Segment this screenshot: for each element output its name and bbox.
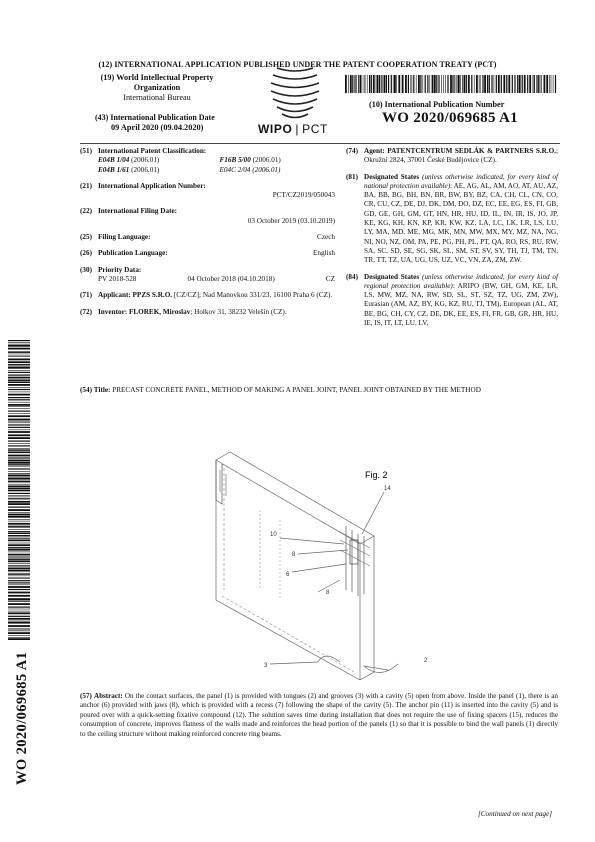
barcode-bar [8, 529, 30, 530]
barcode-bar [356, 75, 357, 93]
barcode-bar [8, 544, 30, 546]
barcode-bar [494, 75, 495, 93]
barcode-bar [544, 75, 546, 93]
barcode-bar [8, 516, 30, 518]
section-72: (72) Inventor: FLOREK, Miroslav; Holkov 31, 38232 Velešín (CZ). [80, 307, 287, 316]
barcode-bar [8, 427, 30, 428]
barcode-bar [8, 424, 30, 425]
section-51 [80, 147, 335, 175]
org-sub: International Bureau [123, 93, 191, 102]
barcode-bar [533, 75, 534, 93]
barcode-bar [8, 585, 30, 586]
barcode-bar [418, 75, 420, 93]
barcode-bar [8, 533, 30, 534]
barcode-bar [384, 75, 386, 93]
barcode-bar [8, 455, 30, 457]
barcode-bar [8, 488, 30, 489]
barcode-bar [8, 344, 30, 345]
ipc-class: E04C 2/04 (2006.01) [219, 165, 281, 174]
barcode-bar [8, 558, 30, 559]
barcode-bar [8, 364, 30, 365]
barcode-bar [8, 399, 30, 400]
barcode-bar [483, 75, 484, 93]
barcode-bar [8, 582, 30, 583]
barcode-bar [8, 473, 30, 474]
pub-date: 09 April 2020 (09.04.2020) [111, 123, 204, 132]
barcode-bar [8, 475, 30, 476]
barcode-bar [8, 592, 30, 594]
barcode-bar [365, 75, 366, 93]
publication-type-line: (12) INTERNATIONAL APPLICATION PUBLISHED UNDER THE PATENT COOPERATION TREATY (PCT) [98, 60, 497, 69]
barcode-bar [8, 419, 30, 421]
barcode-bar [8, 486, 30, 488]
barcode-bar [8, 609, 30, 610]
barcode-bar [430, 75, 431, 93]
figure-caption: Fig. 2 [365, 470, 388, 480]
side-pub-number: WO 2020/069685 A1 [14, 651, 30, 785]
barcode-bar [354, 75, 355, 93]
barcode-bar [458, 75, 460, 93]
section-22: (22) International Filing Date: 03 October 2019 (03.10.2019) [80, 207, 335, 225]
barcode-bar [425, 75, 426, 93]
ref-label: 10 [270, 532, 277, 538]
barcode-bar [8, 421, 30, 422]
barcode-bar [527, 75, 528, 93]
barcode-bar [8, 406, 30, 407]
barcode-bar [8, 501, 30, 503]
barcode-bar [8, 340, 30, 341]
barcode-bar [8, 361, 30, 363]
ref-label: 8 [292, 552, 296, 558]
ipc-class: F16B 5/00 (2006.01) [219, 156, 281, 165]
barcode-bar [457, 75, 458, 93]
barcode-bar [8, 411, 30, 412]
section-81: (81) Designated States (unless otherwise indicated, for every kind of national protection available): AE, AG, AL, AM, AO, AT, AU, AZ, BA, BB, BG, BH, BN, BR, BW, BY, BZ, CA, CH, CL, CN, CO, CR, CU, CZ, DE, DJ, DK, DM, DO, DZ, EC, EE, EG, ES, FI, GB, GD, GE, GH, GM, GT, HN, HR, HU, ID, IL, IN, IR, IS, JO, JP, KE, KG, KH, KN, KP, KR, KW, KZ, LA, LC, LK, LR, LS, LU, LY, MA, MD, ME, MG, MK, MN, MW, MX, MY, MZ, NA, NG, NI, NO, NZ, OM, PA, PE, PG, PH, PL, PT, QA, RO, RS, RU, RW, SA, SC, SD, SE, SG, SK, SL, SM, ST, SV, SY, TH, TJ, TM, TN, TR, TT, TZ, UA, UG, US, UZ, VC, VN, ZA, ZM, ZW. [346, 172, 558, 265]
barcode-bar [8, 580, 30, 581]
barcode-bar [529, 75, 531, 93]
barcode-bar [8, 345, 30, 347]
section-30: (30) Priority Data: PV 2018-528 04 October 2018 (04.10.2018) CZ [80, 265, 335, 283]
barcode-bar [8, 348, 30, 350]
barcode-bar [381, 75, 382, 93]
bibliographic-right-column [346, 147, 558, 335]
barcode-bar [491, 75, 492, 93]
barcode-bar [8, 460, 30, 462]
barcode-bar [454, 75, 455, 93]
barcode-bar [8, 621, 30, 622]
barcode-bar [8, 366, 30, 367]
barcode-bar [555, 75, 556, 93]
barcode-bar [8, 394, 30, 396]
org-name-1: World Intellectual Property [116, 73, 214, 82]
barcode-bar [480, 75, 481, 93]
barcode-bar [8, 635, 30, 636]
barcode-bar [8, 578, 30, 579]
barcode-bar [8, 367, 30, 369]
barcode-bar [8, 423, 30, 424]
barcode-bar [8, 481, 30, 483]
barcode-bar [8, 441, 30, 442]
title-section: (54) Title: PRECAST CONCRETE PANEL, METHOD OF MAKING A PANEL JOINT, PANEL JOINT OBTAINED BY THE METHOD [80, 386, 481, 394]
barcode-bar [8, 408, 30, 409]
barcode-bar [398, 75, 400, 93]
barcode-bar [438, 75, 439, 93]
invention-title: PRECAST CONCRETE PANEL, METHOD OF MAKING A PANEL JOINT, PANEL JOINT OBTAINED BY THE METHOD [112, 386, 481, 394]
barcode-bar [8, 457, 30, 458]
barcode-bar [8, 557, 30, 558]
wipo-wordmark: WIPO [258, 122, 293, 136]
filing-date: 03 October 2019 (03.10.2019) [247, 216, 335, 225]
barcode-bar [456, 75, 457, 93]
barcode-bar [8, 563, 30, 564]
barcode-bar [8, 574, 30, 575]
barcode-bar [8, 637, 30, 638]
barcode-bar [503, 75, 505, 93]
ref-label: 2 [424, 658, 428, 664]
barcode-bar [388, 75, 389, 93]
organization-block [92, 73, 222, 103]
barcode-bar [8, 448, 30, 449]
barcode-bar [8, 356, 30, 357]
section-number: (51) [80, 147, 92, 155]
barcode-bar [8, 560, 30, 562]
barcode-bar [411, 75, 412, 93]
barcode-bar [402, 75, 404, 93]
pub-number-label: (10) International Publication Number [369, 100, 505, 109]
continued-note: [Continued on next page] [477, 810, 552, 818]
patent-drawing [150, 440, 480, 680]
bibliographic-left-column [80, 147, 335, 324]
abstract-text: On the contact surfaces, the panel (1) is provided with tongues (2) and grooves (3) with a cavity (5) open from above. Inside the panel (1), there is an anchor (6) provided with jaws (8), which is provided with a recess (7) following the shape of the cavity (5). The anchor pin (11) is inserted into the cavity (5) and is poured over with a quick-setting fixative compound (12). The solution saves time during installation that does not require the use of fixing spacers (15), reduces the consumption of concrete, improves flatness of the walls made and reinforces the head portion of the panels (1) so that it is possible to bind the wall panels (1) directly to the ceiling structure without making reinforced concrete ring beams. [80, 692, 558, 738]
barcode-bar [8, 430, 30, 431]
barcode-bar [8, 377, 30, 379]
barcode-bar [8, 469, 30, 470]
barcode-bar [512, 75, 513, 93]
barcode-bar [479, 75, 480, 93]
section-71: (71) Applicant: PPZS S.R.O. [CZ/CZ]; Nad Manovkou 331/23, 16100 Praha 6 (CZ). [80, 291, 333, 300]
barcode-bar [8, 595, 30, 597]
abstract-section: (57) Abstract: On the contact surfaces, the panel (1) is provided with tongues (2) and grooves (3) with a cavity (5) open from above. Inside the panel (1), there is an anchor (6) provided with jaws (8), which is provided with a recess (7) following the shape of the cavity (5). The anchor pin (11) is inserted into the cavity (5) and is poured over with a quick-setting fixative compound (12). The solution saves time during installation that does not require the use of fixing spacers (15), reduces the consumption of concrete, improves flatness of the walls made and reinforces the head portion of the panels (1) so that it is possible to bind the wall panels (1) directly to the ceiling structure without making reinforced concrete ring beams. [80, 692, 558, 738]
barcode-bar [551, 75, 552, 93]
barcode-bar [360, 75, 361, 93]
barcode-bar [8, 514, 30, 516]
barcode-bar [496, 75, 497, 93]
barcode-bar [8, 355, 30, 356]
barcode-bar [8, 498, 30, 499]
barcode-bar [8, 342, 30, 343]
barcode-bar [489, 75, 490, 93]
barcode-bar [8, 434, 30, 436]
barcode-bar [443, 75, 444, 93]
ipc-label: International Patent Classification: [98, 147, 207, 155]
pub-date-label: (43) International Publication Date [95, 113, 215, 122]
barcode-bar [8, 468, 30, 469]
barcode-bar [362, 75, 363, 93]
section-74: (74) Agent: PATENTCENTRUM SEDLÁK & PARTNERS S.R.O.; Okružní 2824, 37001 České Budějovice (CZ). [346, 147, 558, 165]
barcode-bar [8, 449, 30, 450]
section-21: (21) International Application Number: PCT/CZ2019/050043 [80, 181, 335, 200]
barcode-bar [8, 521, 30, 522]
barcode-bar [8, 495, 30, 496]
barcode-bar [466, 75, 467, 93]
barcode-bar [536, 75, 537, 93]
barcode-bar [8, 490, 30, 492]
barcode-bar [379, 75, 381, 93]
barcode-bar [416, 75, 417, 93]
barcode-bar [8, 598, 30, 600]
barcode-bar [538, 75, 539, 93]
top-barcode [345, 75, 557, 93]
barcode-bar [8, 603, 30, 605]
barcode-bar [8, 415, 30, 417]
barcode-bar [8, 404, 30, 406]
barcode-bar [393, 75, 394, 93]
ipc-class: E04B 1/61 (2006.01) [98, 165, 160, 174]
barcode-bar [8, 370, 30, 371]
barcode-bar [8, 630, 30, 631]
barcode-bar [522, 75, 523, 93]
barcode-bar [541, 75, 542, 93]
barcode-bar [8, 359, 30, 361]
barcode-bar [8, 577, 30, 578]
barcode-bar [369, 75, 370, 93]
inventor-name: FLOREK, Miroslav [128, 307, 191, 316]
org-code: (19) [100, 73, 115, 82]
barcode-bar [367, 75, 368, 93]
barcode-bar [8, 540, 30, 541]
barcode-bar [386, 75, 387, 93]
barcode-bar [8, 431, 30, 433]
barcode-bar [436, 75, 437, 93]
barcode-bar [8, 565, 30, 566]
barcode-bar [8, 523, 30, 525]
barcode-bar [8, 443, 30, 444]
barcode-bar [423, 75, 424, 93]
barcode-bar [8, 389, 30, 390]
barcode-bar [8, 611, 30, 612]
barcode-bar [8, 464, 30, 465]
barcode-bar [8, 570, 30, 571]
ref-label: 3 [264, 663, 268, 669]
barcode-bar [8, 622, 30, 624]
barcode-bar [427, 75, 428, 93]
barcode-bar [474, 75, 475, 93]
barcode-bar [8, 413, 30, 414]
barcode-bar [396, 75, 397, 93]
barcode-bar [408, 75, 409, 93]
barcode-bar [553, 75, 554, 93]
barcode-bar [8, 568, 30, 570]
barcode-bar [8, 625, 30, 627]
barcode-bar [517, 75, 518, 93]
barcode-bar [8, 503, 30, 505]
barcode-bar [8, 638, 30, 640]
barcode-bar [498, 75, 500, 93]
barcode-bar [412, 75, 413, 93]
barcode-bar [8, 425, 30, 426]
section-84: (84) Designated States (unless otherwise indicated, for every kind of regional protection available): ARIPO (BW, GH, GM, KE, LR, LS, MW, MZ, NA, RW, SD, SL, ST, SZ, TZ, UG, ZM, ZW), Eurasian (AM, AZ, BY, KG, KZ, RU, TJ, TM), European (AL, AT, BE, BG, CH, CY, CZ, DE, DK, EE, ES, FI, FR, GB, GR, HR, HU, IE, IS, IT, LT, LU, LV, [346, 272, 558, 328]
barcode-bar [8, 607, 30, 608]
barcode-bar [506, 75, 507, 93]
barcode-bar [8, 549, 30, 551]
ipc-class: E04B 1/04 (2006.01) [98, 156, 160, 165]
barcode-bar [508, 75, 510, 93]
barcode-bar [373, 75, 375, 93]
pub-number: WO 2020/069685 A1 [382, 110, 518, 126]
regional-states: : ARIPO (BW, GH, GM, KE, LR, LS, MW, MZ, NA, RW, SD, SL, ST, SZ, TZ, UG, ZM, ZW), Eurasian (AM, AZ, BY, KG, KZ, RU, TJ, TM), European (AL, AT, BE, BG, CH, CY, CZ, DE, DK, EE, ES, FI, FR, GB, GR, HR, HU, IE, IS, IT, LT, LU, LV, [364, 281, 558, 328]
ipc-classes [98, 156, 335, 175]
barcode-bar [468, 75, 470, 93]
barcode-bar [514, 75, 515, 93]
barcode-bar [391, 75, 392, 93]
barcode-bar [8, 573, 30, 574]
barcode-bar [8, 484, 30, 485]
application-number: PCT/CZ2019/050043 [272, 191, 335, 200]
applicant-name: PPZS S.R.O. [132, 291, 173, 300]
barcode-bar [8, 616, 30, 617]
barcode-bar [501, 75, 502, 93]
side-barcode [8, 340, 30, 640]
barcode-bar [487, 75, 488, 93]
barcode-bar [420, 75, 421, 93]
barcode-bar [8, 387, 30, 388]
barcode-bar [476, 75, 478, 93]
barcode-bar [358, 75, 359, 93]
barcode-bar [8, 628, 30, 629]
barcode-bar [8, 559, 30, 560]
barcode-bar [8, 537, 30, 538]
barcode-bar [8, 519, 30, 520]
barcode-bar [447, 75, 448, 93]
barcode-bar [350, 75, 352, 93]
priority-row: PV 2018-528 04 October 2018 (04.10.2018) CZ [98, 274, 335, 283]
barcode-bar [460, 75, 461, 93]
barcode-bar [441, 75, 442, 93]
barcode-bar [413, 75, 414, 93]
barcode-bar [8, 375, 30, 376]
barcode-bar [8, 601, 30, 602]
barcode-bar [8, 493, 30, 494]
barcode-bar [8, 382, 30, 383]
barcode-bar [484, 75, 486, 93]
barcode-bar [8, 531, 30, 532]
barcode-bar [8, 352, 30, 353]
header-divider [80, 143, 560, 144]
barcode-bar [549, 75, 550, 93]
wipo-pct-wordmark: WIPO | PCT [258, 122, 328, 136]
barcode-bar [8, 477, 30, 478]
barcode-bar [8, 547, 30, 548]
filing-language: Czech [317, 233, 335, 242]
publication-language: English [313, 249, 335, 258]
barcode-bar [8, 351, 30, 352]
national-states: : AE, AG, AL, AM, AO, AT, AU, AZ, BA, BB, BG, BH, BN, BR, BW, BY, BZ, CA, CH, CL, CN, CO, CR, CU, CZ, DE, DJ, DK, DM, DO, DZ, EC, EE, EG, ES, FI, GB, GD, GE, GH, GM, GT, HN, HR, HU, ID, IL, IN, IR, IS, JO, JP, KE, KG, KH, KN, KP, KR, KW, KZ, LA, LC, LK, LR, LS, LU, LY, MA, MD, ME, MG, MK, MN, MW, MX, MY, MZ, NA, NG, NI, NO, NZ, OM, PA, PE, PG, PH, PL, PT, QA, RO, RS, RU, RW, SA, SC, SD, SE, SG, SK, SL, SM, ST, SV, SY, TH, TJ, TM, TN, TR, TT, TZ, UA, UG, US, UZ, VC, VN, ZA, ZM, ZW. [364, 181, 558, 265]
barcode-bar [432, 75, 434, 93]
org-name-2: Organization [133, 83, 181, 92]
barcode-bar [8, 538, 30, 539]
barcode-bar [8, 372, 30, 373]
barcode-bar [8, 526, 30, 527]
barcode-bar [8, 632, 30, 634]
pct-wordmark: PCT [302, 122, 328, 136]
ref-label: 14 [384, 486, 391, 492]
barcode-bar [524, 75, 526, 93]
barcode-bar [345, 75, 347, 93]
barcode-bar [405, 75, 407, 93]
barcode-bar [348, 75, 349, 93]
barcode-bar [8, 618, 30, 620]
barcode-bar [464, 75, 465, 93]
barcode-bar [8, 497, 30, 498]
barcode-bar [546, 75, 548, 93]
barcode-bar [352, 75, 353, 93]
barcode-bar [8, 589, 30, 590]
barcode-bar [462, 75, 463, 93]
barcode-bar [394, 75, 396, 93]
barcode-bar [377, 75, 378, 93]
barcode-bar [471, 75, 472, 93]
barcode-bar [8, 397, 30, 398]
barcode-bar [8, 527, 30, 528]
barcode-bar [8, 631, 30, 632]
section-26: (26) Publication Language: English [80, 249, 335, 258]
barcode-bar [482, 75, 483, 93]
ref-label: 8 [326, 590, 330, 596]
barcode-bar [8, 509, 30, 511]
barcode-bar [8, 586, 30, 588]
barcode-bar [8, 380, 30, 382]
barcode-bar [364, 75, 365, 93]
barcode-bar [445, 75, 446, 93]
ref-label: 6 [286, 572, 290, 578]
barcode-bar [8, 554, 30, 556]
barcode-bar [371, 75, 372, 93]
barcode-bar [8, 512, 30, 513]
barcode-bar [8, 384, 30, 386]
barcode-bar [534, 75, 535, 93]
barcode-bar [8, 612, 30, 614]
barcode-bar [8, 466, 30, 467]
barcode-bar [8, 462, 30, 464]
barcode-bar [540, 75, 541, 93]
barcode-bar [8, 543, 30, 544]
barcode-bar [8, 450, 30, 451]
barcode-bar [8, 402, 30, 403]
barcode-bar [519, 75, 521, 93]
barcode-bar [434, 75, 436, 93]
barcode-bar [376, 75, 377, 93]
barcode-bar [8, 552, 30, 553]
barcode-bar [8, 437, 30, 439]
barcode-bar [8, 572, 30, 573]
barcode-bar [8, 535, 30, 536]
barcode-bar [8, 445, 30, 446]
barcode-bar [8, 452, 30, 453]
barcode-bar [8, 507, 30, 508]
barcode-bar [8, 392, 30, 393]
barcode-bar [8, 478, 30, 480]
barcode-bar [450, 75, 452, 93]
barcode-bar [8, 471, 30, 472]
section-25: (25) Filing Language: Czech [80, 233, 335, 242]
agent-name: PATENTCENTRUM SEDLÁK & PARTNERS S.R.O. [387, 147, 556, 155]
barcode-bar [452, 75, 453, 93]
